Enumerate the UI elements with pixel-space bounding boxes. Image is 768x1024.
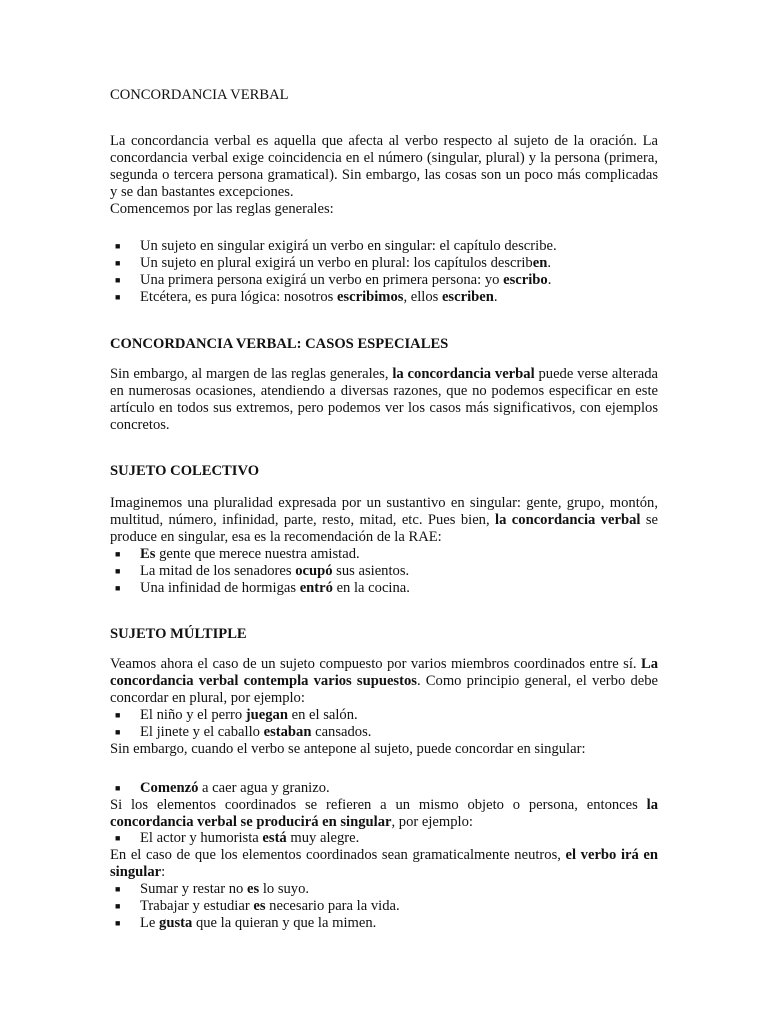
colectivo-paragraph: Imaginemos una pluralidad expresada por un sustantivo en singular: gente, grupo, montón, multitud, número, infinidad, parte, resto, mitad, etc. Pues bien, la concordancia verbal se produce en singular, esa es la recomendación de la RAE:: [110, 495, 658, 545]
list-item: ■ Sumar y restar no es lo suyo.: [115, 881, 310, 897]
list-item: ■ El actor y humorista está muy alegre.: [115, 830, 360, 846]
multiple-plural-examples-list: [110, 707, 658, 741]
list-item: ■ Etcétera, es pura lógica: nosotros escribimos, ellos escriben.: [115, 289, 498, 305]
list-item: ■ Un sujeto en plural exigirá un verbo en plural: los capítulos describen.: [115, 255, 551, 271]
section-heading-colectivo: SUJETO COLECTIVO: [110, 463, 260, 479]
bullet-icon: ■: [115, 901, 121, 911]
bullet-icon: ■: [115, 583, 121, 593]
section-heading-multiple: SUJETO MÚLTIPLE: [110, 626, 247, 642]
section-heading-especiales: CONCORDANCIA VERBAL: CASOS ESPECIALES: [110, 336, 449, 352]
intro-paragraph: La concordancia verbal es aquella que afecta al verbo respecto al sujeto de la oración. La concordancia verbal exige coincidencia en el número (singular, plural) y la persona (primera, segunda o tercera persona gramatical). Sin embargo, las cosas son un poco más complicadas y se dan bastantes excepciones.: [110, 133, 658, 200]
especiales-paragraph: Sin embargo, al margen de las reglas generales, la concordancia verbal puede verse alterada en numerosas ocasiones, atendiendo a diversas razones, que no podemos especificar en este artículo en todos sus extremos, pero podemos ver los casos más significativos, con ejemplos concretos.: [110, 366, 658, 433]
doc-title: CONCORDANCIA VERBAL: [110, 87, 289, 103]
list-item: ■ Es gente que merece nuestra amistad.: [115, 546, 360, 562]
intro-rules-lead: Comencemos por las reglas generales:: [110, 201, 334, 217]
multiple-mismo-objeto-list: [110, 830, 658, 847]
list-item: ■ El jinete y el caballo estaban cansados.: [115, 724, 372, 740]
list-item: ■ El niño y el perro juegan en el salón.: [115, 707, 358, 723]
general-rules-list: [110, 238, 658, 306]
bullet-icon: ■: [115, 833, 121, 843]
list-item: ■ Un sujeto en singular exigirá un verbo en singular: el capítulo describe.: [115, 238, 557, 254]
multiple-neutros-list: [110, 881, 658, 932]
list-item: ■ Comenzó a caer agua y granizo.: [115, 780, 330, 796]
bullet-icon: ■: [115, 918, 121, 928]
list-item: ■ Una infinidad de hormigas entró en la cocina.: [115, 580, 410, 596]
bullet-icon: ■: [115, 566, 121, 576]
bullet-icon: ■: [115, 241, 121, 251]
colectivo-examples-list: [110, 546, 658, 597]
bullet-icon: ■: [115, 783, 121, 793]
bullet-icon: ■: [115, 727, 121, 737]
multiple-antepuesto-text: Sin embargo, cuando el verbo se antepone al sujeto, puede concordar en singular:: [110, 741, 586, 757]
multiple-singular-examples-list: [110, 780, 658, 797]
list-item: ■ Una primera persona exigirá un verbo en primera persona: yo escribo.: [115, 272, 552, 288]
list-item: ■ Trabajar y estudiar es necesario para la vida.: [115, 898, 400, 914]
list-item: ■ Le gusta que la quieran y que la mimen.: [115, 915, 377, 931]
multiple-paragraph: Veamos ahora el caso de un sujeto compuesto por varios miembros coordinados entre sí. La concordancia verbal contempla varios supuestos. Como principio general, el verbo debe concordar en plural, por ejemplo:: [110, 656, 658, 706]
multiple-mismo-objeto-text: Si los elementos coordinados se refieren a un mismo objeto o persona, entonces la concordancia verbal se producirá en singular, por ejemplo:: [110, 797, 658, 830]
multiple-neutros-text: En el caso de que los elementos coordinados sean gramaticalmente neutros, el verbo irá en singular:: [110, 847, 658, 880]
bullet-icon: ■: [115, 275, 121, 285]
bullet-icon: ■: [115, 292, 121, 302]
bullet-icon: ■: [115, 549, 121, 559]
bullet-icon: ■: [115, 258, 121, 268]
list-item: ■ La mitad de los senadores ocupó sus asientos.: [115, 563, 410, 579]
bullet-icon: ■: [115, 710, 121, 720]
bullet-icon: ■: [115, 884, 121, 894]
